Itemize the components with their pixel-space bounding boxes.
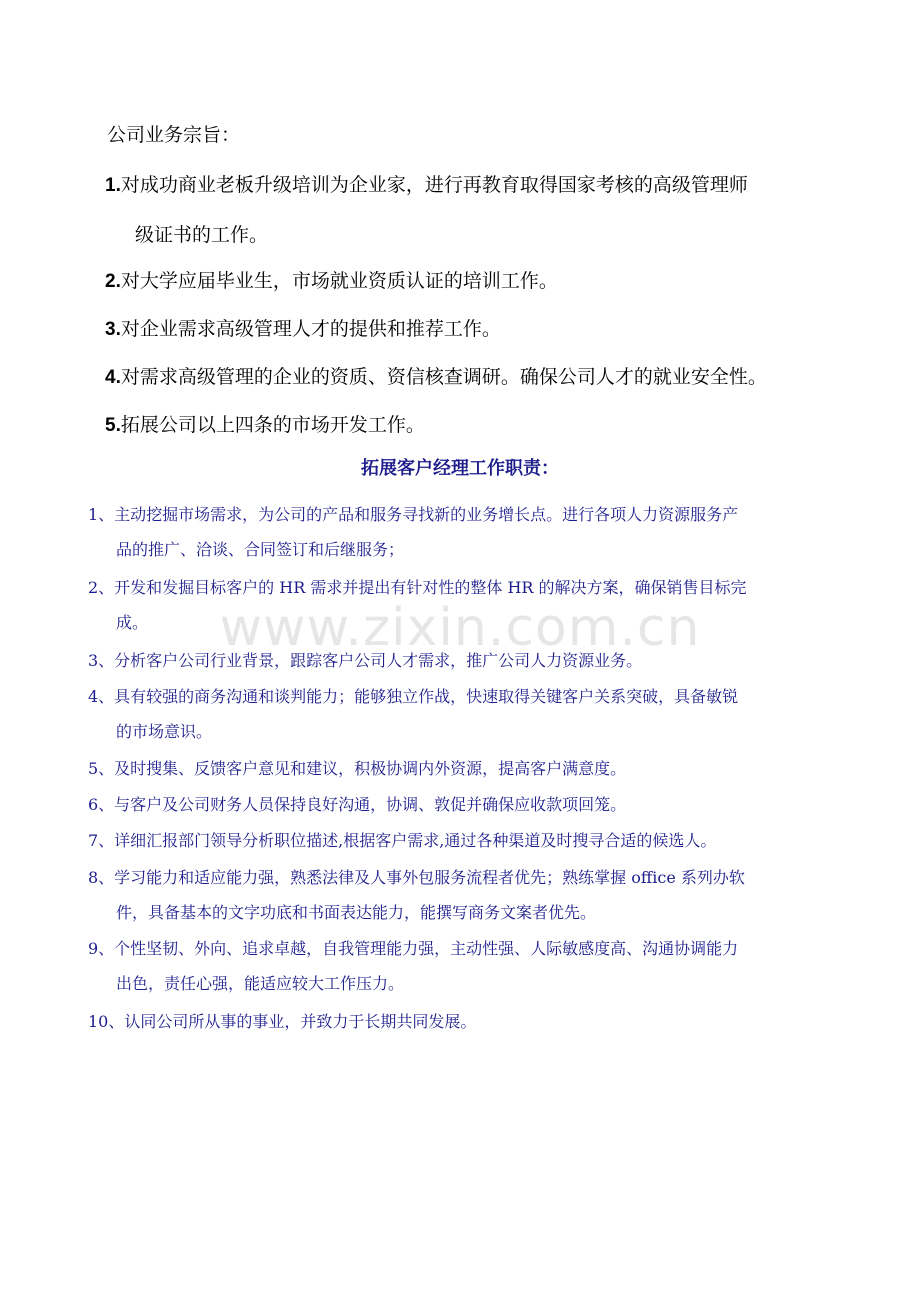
duty-item-6 xyxy=(88,787,848,822)
mission-item-1 xyxy=(105,170,748,250)
duties-heading: 拓展客户经理工作职责： xyxy=(361,458,559,479)
duty-line: 的市场意识。 xyxy=(116,722,213,741)
duty-item-10 xyxy=(88,1004,848,1039)
mission-item-text: 对成功商业老板升级培训为企业家，进行再教育取得国家考核的高级管理师 xyxy=(120,174,748,196)
duty-line: 9、个性坚韧、外向、追求卓越，自我管理能力强，主动性强、人际敏感度高、沟通协调能力 xyxy=(88,939,739,958)
mission-item-number: 4. xyxy=(105,367,121,388)
mission-item-number: 2. xyxy=(105,271,121,292)
duty-line: 10、认同公司所从事的事业，并致力于长期共同发展。 xyxy=(88,1012,477,1031)
duty-line: 1、主动挖掘市场需求，为公司的产品和服务寻找新的业务增长点。进行各项人力资源服务产 xyxy=(88,505,739,524)
duty-line: 出色，责任心强，能适应较大工作压力。 xyxy=(116,974,405,993)
duty-line: 2、开发和发掘目标客户的 HR 需求并提出有针对性的整体 HR 的解决方案，确保销售目标完 xyxy=(88,578,747,597)
mission-heading: 公司业务宗旨： xyxy=(107,124,241,146)
duty-line: 4、具有较强的商务沟通和谈判能力；能够独立作战，快速取得关键客户关系突破，具备敏锐 xyxy=(88,687,739,706)
duty-line: 件，具备基本的文字功底和书面表达能力，能撰写商务文案者优先。 xyxy=(116,903,597,922)
mission-item-3 xyxy=(105,314,501,345)
mission-item-text: 对企业需求高级管理人才的提供和推荐工作。 xyxy=(120,318,501,340)
watermark: www.zixin.com.cn xyxy=(219,598,701,658)
mission-item-text: 对需求高级管理的企业的资质、资信核查调研。确保公司人才的就业安全性。 xyxy=(120,366,767,388)
mission-item-text: 对大学应届毕业生，市场就业资质认证的培训工作。 xyxy=(120,270,558,292)
duty-line: 5、及时搜集、反馈客户意见和建议，积极协调内外资源，提高客户满意度。 xyxy=(88,759,627,778)
duty-item-5 xyxy=(88,751,848,786)
duty-item-2 xyxy=(88,570,848,640)
duty-item-3 xyxy=(88,643,848,678)
mission-item-2 xyxy=(105,266,558,297)
duty-line: 6、与客户及公司财务人员保持良好沟通，协调、敦促并确保应收款项回笼。 xyxy=(88,795,627,814)
duty-line: 8、学习能力和适应能力强，熟悉法律及人事外包服务流程者优先；熟练掌握 office 系列办软 xyxy=(88,868,745,887)
duty-line: 品的推广、洽谈、合同签订和后继服务； xyxy=(116,540,405,559)
mission-item-number: 3. xyxy=(105,319,121,340)
mission-item-4 xyxy=(105,362,767,393)
duty-item-1 xyxy=(88,497,848,567)
mission-item-text: 拓展公司以上四条的市场开发工作。 xyxy=(120,414,425,436)
mission-item-text: 级证书的工作。 xyxy=(135,224,269,246)
duty-item-9 xyxy=(88,931,848,1001)
mission-item-number: 5. xyxy=(105,415,121,436)
duty-item-8 xyxy=(88,860,848,930)
duty-item-4 xyxy=(88,679,848,749)
duty-line: 7、详细汇报部门领导分析职位描述,根据客户需求,通过各种渠道及时搜寻合适的候选人。 xyxy=(88,831,717,850)
duty-line: 成。 xyxy=(116,613,149,632)
mission-item-5 xyxy=(105,410,425,441)
duty-line: 3、分析客户公司行业背景，跟踪客户公司人才需求，推广公司人力资源业务。 xyxy=(88,651,643,670)
duty-item-7 xyxy=(88,823,848,858)
mission-item-number: 1. xyxy=(105,175,121,196)
